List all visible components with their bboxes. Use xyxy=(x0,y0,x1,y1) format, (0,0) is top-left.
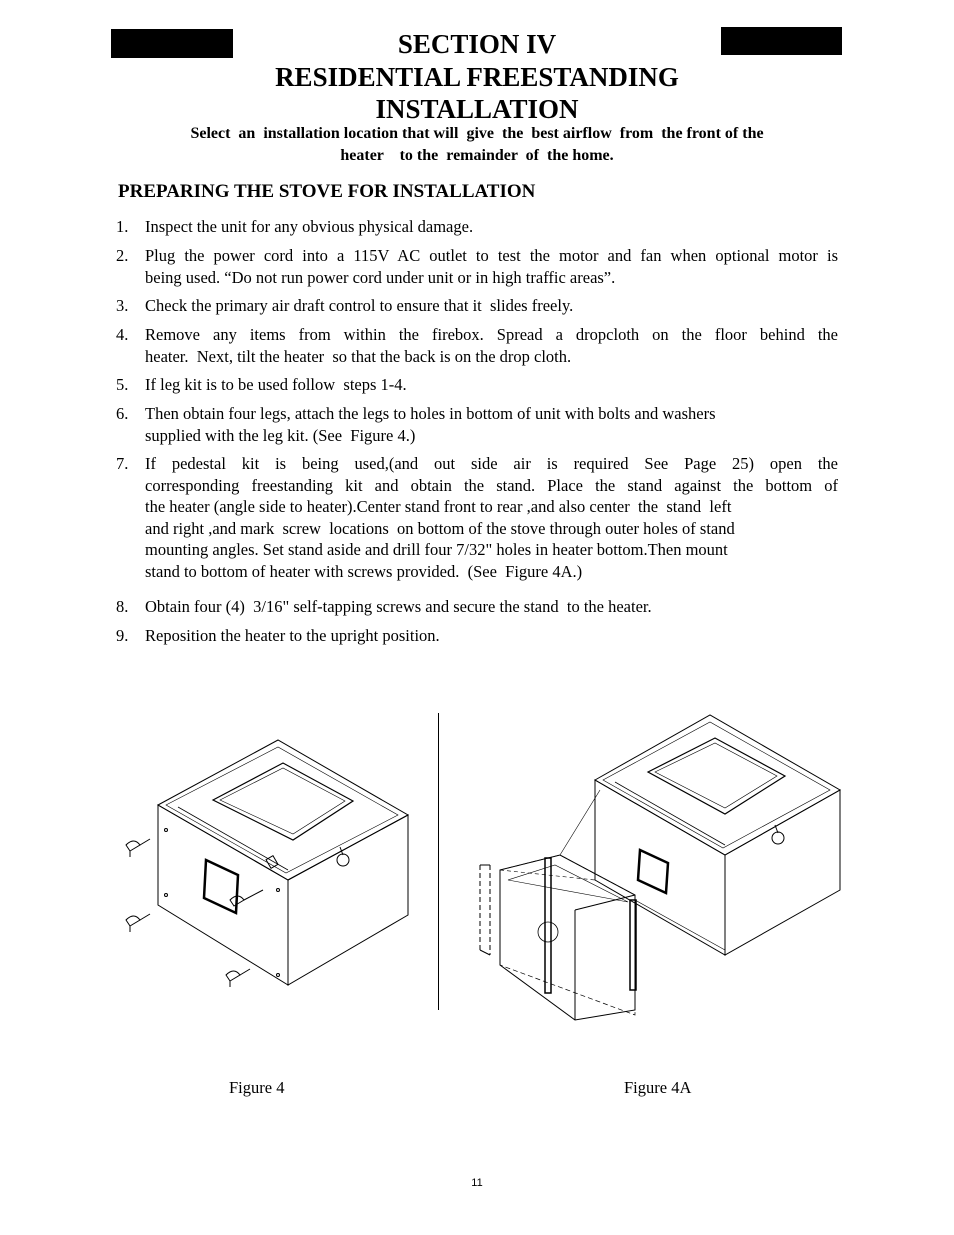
figure-4-heater-with-legs xyxy=(118,735,418,1005)
step-number: 9. xyxy=(116,626,129,645)
step-text-line: stand to bottom of heater with screws provided. (See Figure 4A.) xyxy=(145,561,583,581)
step-text-line: Inspect the unit for any obvious physical damage. xyxy=(145,217,474,236)
step-text xyxy=(145,453,838,582)
page-number: 11 xyxy=(471,1177,483,1189)
step-text-line: Reposition the heater to the upright position. xyxy=(145,626,440,645)
step-text xyxy=(145,625,838,647)
section-title-line-3: INSTALLATION xyxy=(375,94,579,124)
step-text-line: corresponding freestanding kit and obtain the stand. Place the stand against the bottom of xyxy=(145,475,838,495)
figure-4-caption: Figure 4 xyxy=(229,1078,285,1097)
step-text-line: Then obtain four legs, attach the legs to holes in bottom of unit with bolts and washers xyxy=(145,404,716,423)
step-text-line: Obtain four (4) 3/16" self-tapping screws and secure the stand to the heater. xyxy=(145,597,652,616)
figure-divider xyxy=(438,713,439,1010)
step-number: 3. xyxy=(116,296,129,315)
step-text xyxy=(145,374,838,396)
step-text-line: If pedestal kit is being used,(and out side air is required See Page 25) open the xyxy=(145,454,838,473)
section-title-line-1: SECTION IV xyxy=(397,29,557,59)
step-text-line: supplied with the leg kit. (See Figure 4.) xyxy=(145,425,416,445)
intro-line-1: Select an installation location that will give the best airflow from the front of the xyxy=(190,125,764,142)
step-text xyxy=(145,295,838,317)
intro-line-2: heater to the remainder of the home. xyxy=(340,147,614,164)
step-text xyxy=(145,596,838,618)
step-number: 8. xyxy=(116,597,129,616)
step-text-line: heater. Next, tilt the heater so that the back is on the drop cloth. xyxy=(145,346,572,366)
step-number: 6. xyxy=(116,404,129,423)
step-number: 5. xyxy=(116,375,129,394)
step-text-line: Remove any items from within the firebox. Spread a dropcloth on the floor behind the xyxy=(145,325,838,344)
step-text-line: and right ,and mark screw locations on bottom of the stove through outer holes of stand xyxy=(145,518,735,538)
step-text xyxy=(145,245,838,288)
step-text-line: the heater (angle side to heater).Center stand front to rear ,and also center the stand left xyxy=(145,497,732,516)
preparing-heading: PREPARING THE STOVE FOR INSTALLATION xyxy=(118,181,536,202)
step-number: 2. xyxy=(116,246,129,265)
step-text-line: Check the primary air draft control to ensure that it slides freely. xyxy=(145,296,574,315)
figure-4a-caption: Figure 4A xyxy=(624,1078,692,1097)
step-text-line: being used. “Do not run power cord under unit or in high traffic areas”. xyxy=(145,267,616,287)
figure-4a-heater-with-pedestal xyxy=(470,710,850,1030)
step-text-line: Plug the power cord into a 115V AC outlet to test the motor and fan when optional motor is xyxy=(145,246,838,265)
step-text xyxy=(145,403,838,446)
step-number: 1. xyxy=(116,217,129,236)
step-text-line: If leg kit is to be used follow steps 1-4. xyxy=(145,375,407,394)
step-text xyxy=(145,324,838,367)
section-title-line-2: RESIDENTIAL FREESTANDING xyxy=(275,62,679,92)
step-text xyxy=(145,216,838,238)
step-number: 4. xyxy=(116,325,129,344)
step-text-line: mounting angles. Set stand aside and drill four 7/32" holes in heater bottom.Then mount xyxy=(145,540,728,559)
step-number: 7. xyxy=(116,454,129,473)
